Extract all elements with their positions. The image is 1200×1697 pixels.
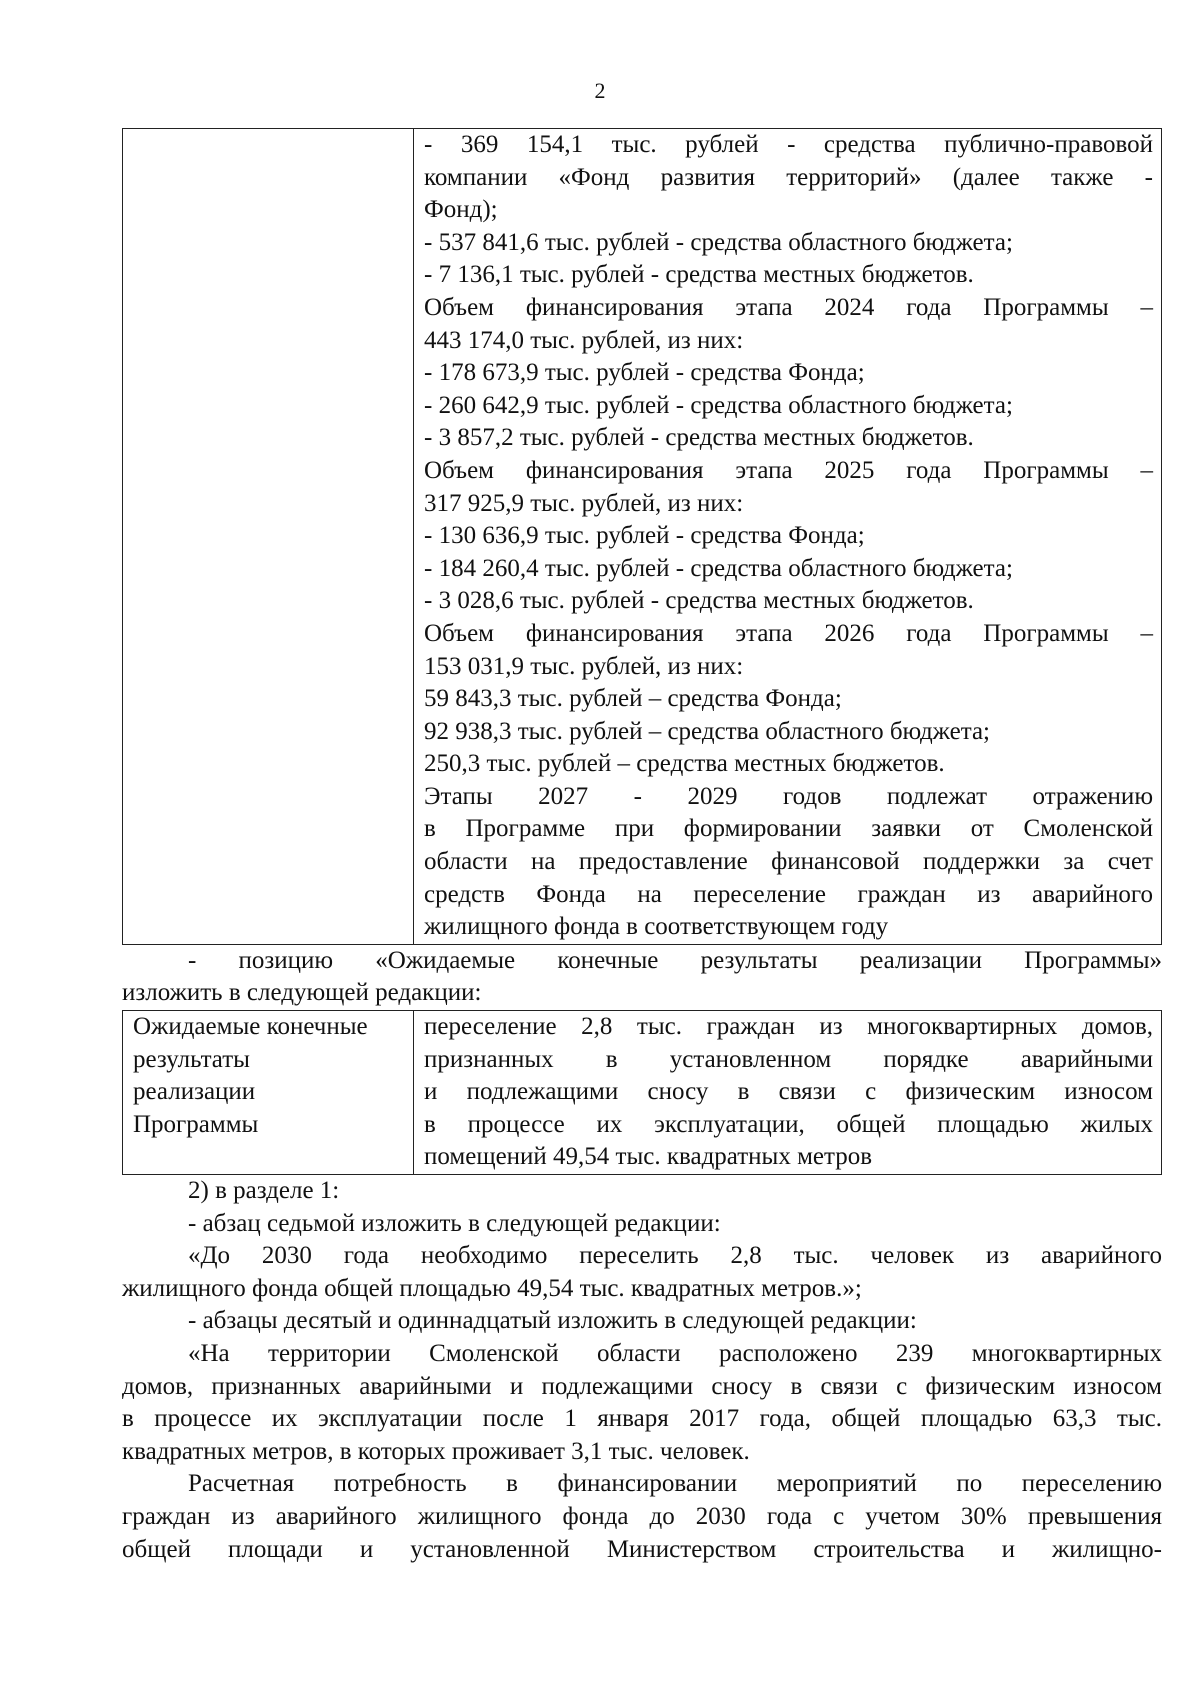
financing-line: 250,3 тыс. рублей – средства местных бюджетов. bbox=[424, 750, 945, 778]
financing-line: 317 925,9 тыс. рублей, из них: bbox=[424, 489, 744, 517]
results-line: в процессе их эксплуатации, общей площадью жилых bbox=[424, 1110, 1153, 1138]
text-line: жилищного фонда общей площадью 49,54 тыс. квадратных метров.»; bbox=[122, 1274, 862, 1302]
financing-table bbox=[122, 128, 1162, 945]
financing-table-right-cell bbox=[414, 129, 1162, 945]
text-line: «До 2030 года необходимо переселить 2,8 тыс. человек из аварийного bbox=[188, 1242, 1162, 1270]
financing-line: Этапы 2027 - 2029 годов подлежат отражению bbox=[424, 782, 1153, 810]
financing-line: - 3 028,6 тыс. рублей - средства местных бюджетов. bbox=[424, 587, 974, 615]
financing-line: в Программе при формировании заявки от Смоленской bbox=[424, 815, 1153, 843]
results-label-line: реализации bbox=[133, 1078, 256, 1106]
intro-paragraph bbox=[122, 945, 1162, 1010]
results-line: помещений 49,54 тыс. квадратных метров bbox=[424, 1143, 873, 1171]
results-table bbox=[122, 1010, 1162, 1175]
text-line: в процессе их эксплуатации после 1 января 2017 года, общей площадью 63,3 тыс. bbox=[122, 1405, 1162, 1433]
financing-line: - 130 636,9 тыс. рублей - средства Фонда; bbox=[424, 522, 865, 550]
financing-line: 92 938,3 тыс. рублей – средства областного бюджета; bbox=[424, 717, 990, 745]
results-line: переселение 2,8 тыс. граждан из многоквартирных домов, bbox=[424, 1013, 1153, 1041]
financing-line: жилищного фонда в соответствующем году bbox=[424, 913, 889, 941]
document-body bbox=[122, 128, 1162, 1566]
results-line: признанных в установленном порядке аварийными bbox=[424, 1045, 1153, 1073]
intro-line: - позицию «Ожидаемые конечные результаты реализации Программы» bbox=[188, 946, 1162, 974]
financing-line: 153 031,9 тыс. рублей, из них: bbox=[424, 652, 744, 680]
financing-line: - 3 857,2 тыс. рублей - средства местных бюджетов. bbox=[424, 424, 974, 452]
text-line: - абзацы десятый и одиннадцатый изложить в следующей редакции: bbox=[188, 1307, 917, 1335]
financing-line: Объем финансирования этапа 2025 года Программы – bbox=[424, 456, 1153, 484]
text-line: домов, признанных аварийными и подлежащими сносу в связи с физическим износом bbox=[122, 1372, 1162, 1400]
text-line: Расчетная потребность в финансировании мероприятий по переселению bbox=[188, 1470, 1162, 1498]
text-line: «На территории Смоленской области расположено 239 многоквартирных bbox=[188, 1339, 1162, 1367]
text-line: квадратных метров, в которых проживает 3,1 тыс. человек. bbox=[122, 1437, 750, 1465]
financing-line: - 178 673,9 тыс. рублей - средства Фонда; bbox=[424, 359, 865, 387]
results-table-right-cell bbox=[414, 1011, 1162, 1175]
results-label-line: Ожидаемые конечные bbox=[133, 1013, 368, 1041]
page-number: 2 bbox=[594, 78, 606, 103]
financing-line: Фонд); bbox=[424, 196, 498, 224]
results-label-line: Программы bbox=[133, 1110, 259, 1138]
text-line: общей площади и установленной Министерством строительства и жилищно- bbox=[122, 1535, 1162, 1563]
results-table-left-cell bbox=[123, 1011, 414, 1175]
financing-line: 59 843,3 тыс. рублей – средства Фонда; bbox=[424, 685, 842, 713]
intro-line: изложить в следующей редакции: bbox=[122, 979, 482, 1007]
financing-line: средств Фонда на переселение граждан из аварийного bbox=[424, 880, 1153, 908]
results-line: и подлежащими сносу в связи с физическим износом bbox=[424, 1078, 1153, 1106]
financing-table-left-cell bbox=[123, 129, 414, 945]
financing-line: - 369 154,1 тыс. рублей - средства публично-правовой bbox=[424, 131, 1153, 158]
results-label-line: результаты bbox=[133, 1045, 250, 1073]
section-1-text bbox=[122, 1175, 1162, 1566]
text-line: граждан из аварийного жилищного фонда до 2030 года с учетом 30% превышения bbox=[122, 1502, 1162, 1530]
financing-line: области на предоставление финансовой поддержки за счет bbox=[424, 848, 1153, 876]
financing-line: - 537 841,6 тыс. рублей - средства областного бюджета; bbox=[424, 228, 1013, 256]
financing-line: - 184 260,4 тыс. рублей - средства областного бюджета; bbox=[424, 554, 1013, 582]
financing-line: - 7 136,1 тыс. рублей - средства местных бюджетов. bbox=[424, 261, 974, 289]
financing-line: Объем финансирования этапа 2024 года Программы – bbox=[424, 293, 1153, 321]
text-line: - абзац седьмой изложить в следующей редакции: bbox=[188, 1209, 721, 1237]
financing-line: компании «Фонд развития территорий» (далее также - bbox=[424, 163, 1153, 191]
financing-line: 443 174,0 тыс. рублей, из них: bbox=[424, 326, 744, 354]
text-line: 2) в разделе 1: bbox=[188, 1177, 340, 1204]
financing-line: Объем финансирования этапа 2026 года Программы – bbox=[424, 619, 1153, 647]
financing-line: - 260 642,9 тыс. рублей - средства областного бюджета; bbox=[424, 391, 1013, 419]
